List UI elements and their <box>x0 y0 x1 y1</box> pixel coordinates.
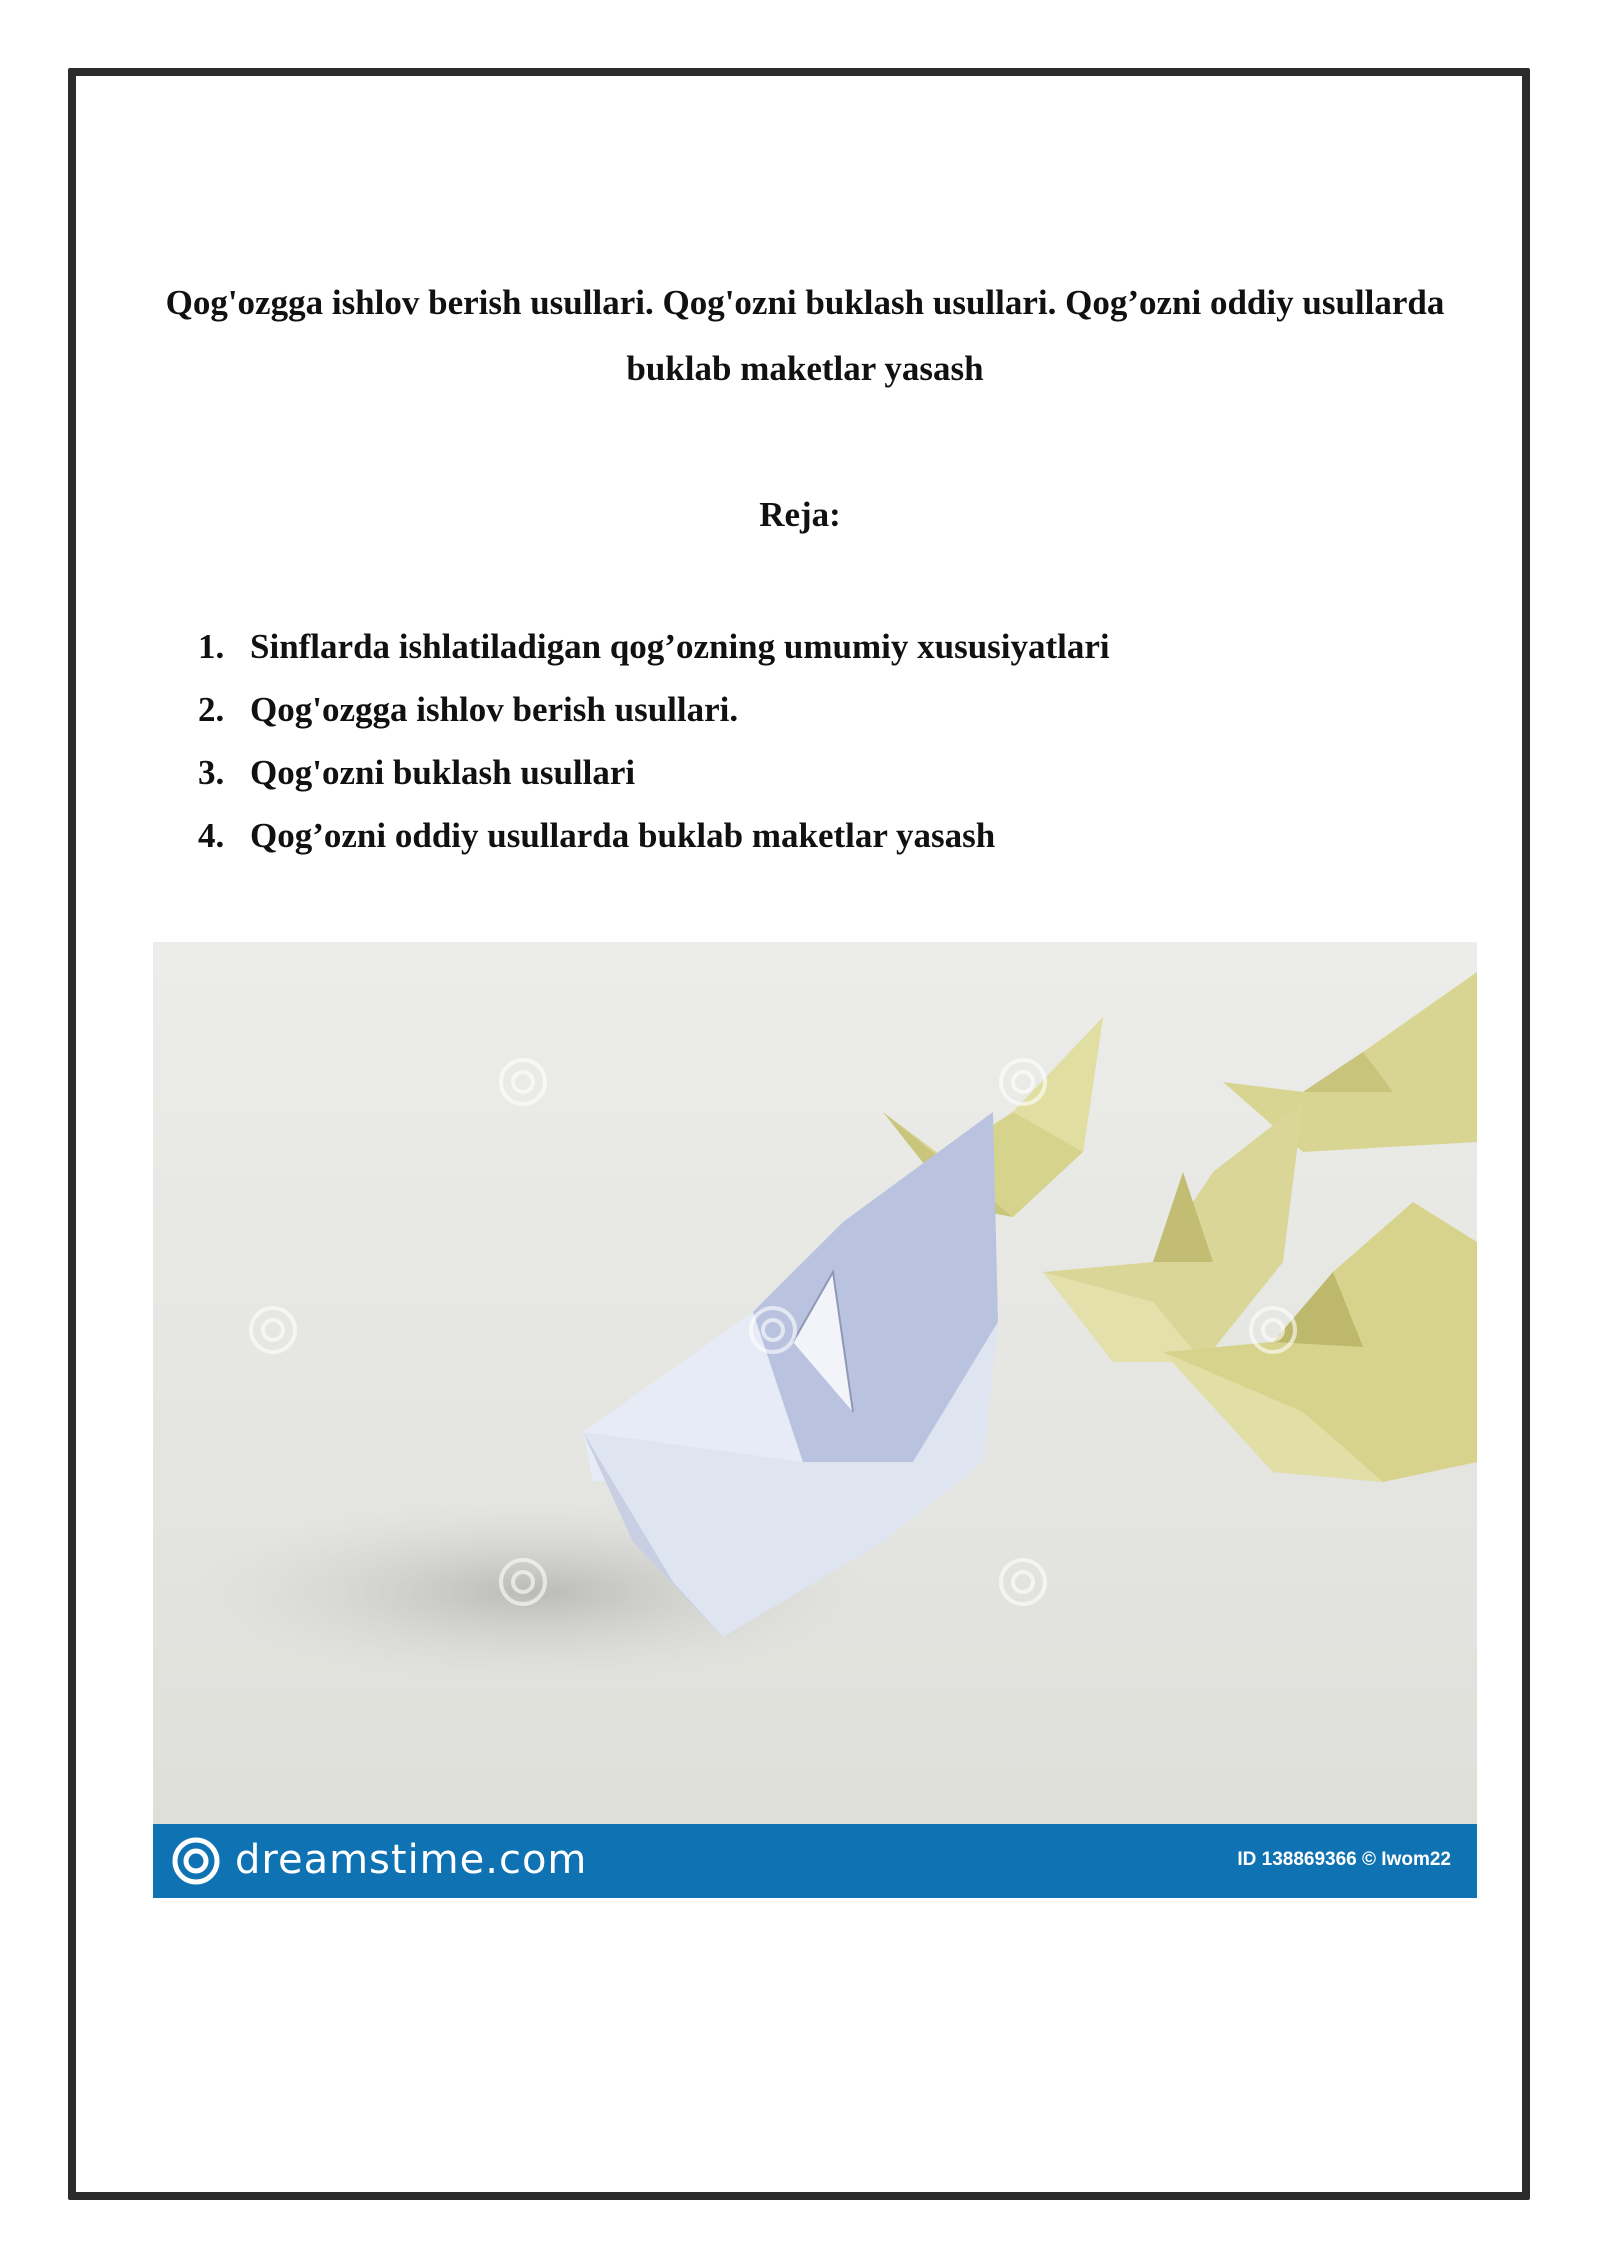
plan-item-number: 3. <box>198 753 225 792</box>
plan-item-number: 1. <box>198 627 225 666</box>
document-title: Qog'ozgga ishlov berish usullari. Qog'ozni buklash usullari. Qog’ozni oddiy usullarda buklab maketlar yasash <box>165 283 1445 388</box>
plan-item-text: Qog'ozgga ishlov berish usullari. <box>250 690 739 729</box>
photo-illustration <box>153 942 1477 1898</box>
plan-item-text: Qog’ozni oddiy usullarda buklab maketlar yasash <box>250 816 996 855</box>
plan-heading: Reja: <box>759 495 841 534</box>
plan-item <box>198 741 1110 804</box>
plan-item <box>198 615 1110 678</box>
plan-item-text: Sinflarda ishlatiladigan qog’ozning umumiy xususiyatlari <box>250 627 1110 666</box>
watermark-banner <box>153 1824 1477 1898</box>
paper-boats-photo <box>153 942 1477 1898</box>
watermark-brand: dreamstime.com <box>235 1837 588 1883</box>
plan-list <box>198 615 1110 867</box>
plan-item-number: 2. <box>198 690 225 729</box>
dreamstime-logo-icon <box>171 1836 221 1886</box>
plan-item-number: 4. <box>198 816 225 855</box>
plan-item <box>198 804 1110 867</box>
plan-item <box>198 678 1110 741</box>
plan-item-text: Qog'ozni buklash usullari <box>250 753 636 792</box>
image-credit: ID 138869366 © Iwom22 <box>1237 1849 1451 1870</box>
